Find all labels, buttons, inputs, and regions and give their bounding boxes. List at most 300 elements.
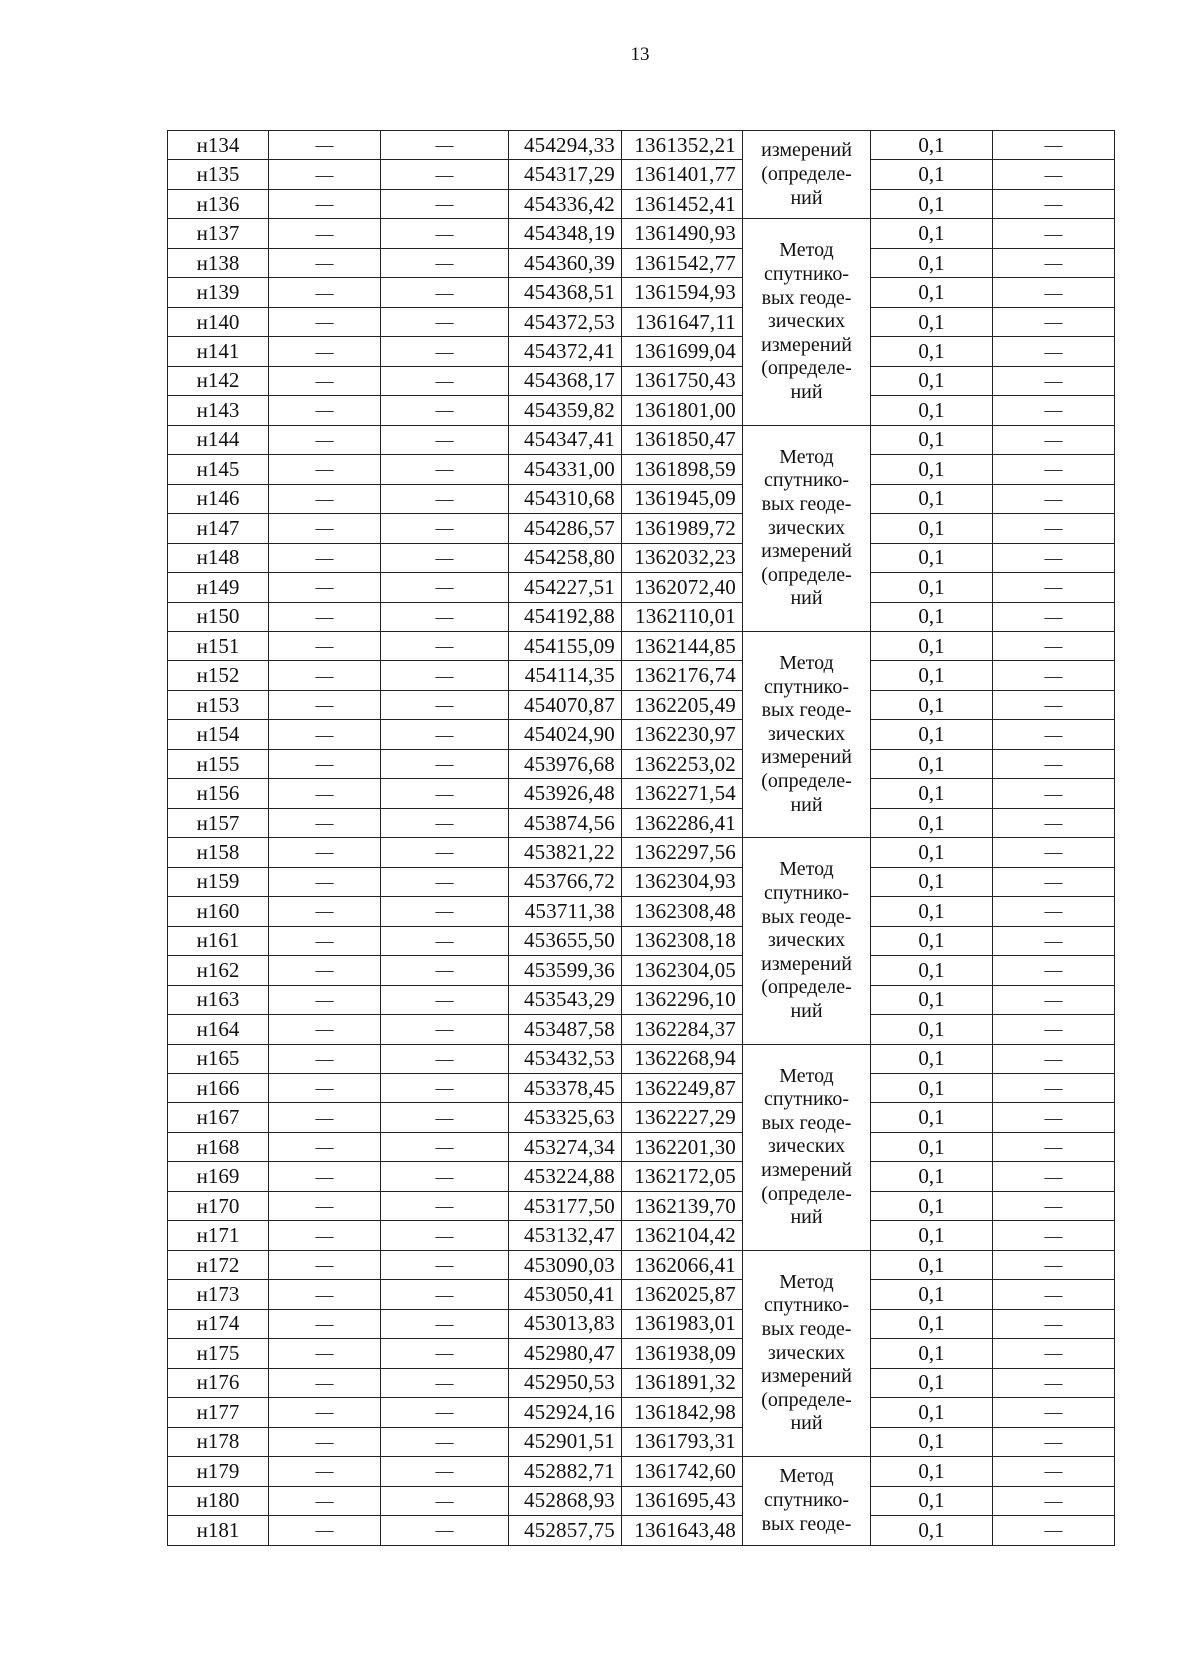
value-dash-cell: — (381, 1162, 509, 1191)
value-dash-cell: — (381, 131, 509, 160)
method-text-line: (определе- (761, 1182, 852, 1205)
table-row (168, 749, 1115, 778)
value-dash-cell: — (381, 1486, 509, 1515)
accuracy-cell: 0,1 (871, 867, 993, 896)
x-coordinate-cell: 454359,82 (509, 396, 622, 425)
value-dash-cell: — (269, 690, 381, 719)
value-dash-cell: — (381, 720, 509, 749)
method-text-line: ний (790, 793, 823, 816)
last-dash-cell: — (993, 514, 1115, 543)
value-dash-cell: — (381, 307, 509, 336)
x-coordinate-cell: 454360,39 (509, 248, 622, 277)
accuracy-cell: 0,1 (871, 779, 993, 808)
value-dash-cell: — (269, 808, 381, 837)
point-name-cell: н161 (168, 926, 269, 955)
value-dash-cell: — (269, 1250, 381, 1279)
accuracy-cell: 0,1 (871, 189, 993, 218)
last-dash-cell: — (993, 1250, 1115, 1279)
accuracy-cell: 0,1 (871, 1015, 993, 1044)
y-coordinate-cell: 1362286,41 (622, 808, 743, 837)
point-name-cell: н160 (168, 897, 269, 926)
value-dash-cell: — (381, 514, 509, 543)
table-row (168, 1074, 1115, 1103)
value-dash-cell: — (381, 897, 509, 926)
x-coordinate-cell: 453926,48 (509, 779, 622, 808)
accuracy-cell: 0,1 (871, 1516, 993, 1545)
value-dash-cell: — (269, 661, 381, 690)
y-coordinate-cell: 1361542,77 (622, 248, 743, 277)
value-dash-cell: — (381, 543, 509, 572)
table-row (168, 720, 1115, 749)
table-row (168, 189, 1115, 218)
value-dash-cell: — (269, 897, 381, 926)
value-dash-cell: — (269, 337, 381, 366)
method-text-line: измерений (761, 746, 852, 769)
method-text-line: ний (790, 999, 823, 1022)
value-dash-cell: — (381, 484, 509, 513)
method-text-line: Метод (779, 1270, 834, 1293)
value-dash-cell: — (269, 425, 381, 454)
y-coordinate-cell: 1361938,09 (622, 1339, 743, 1368)
table-row (168, 1015, 1115, 1044)
method-text-line: спутнико- (763, 469, 850, 492)
table-row (168, 779, 1115, 808)
table-row (168, 573, 1115, 602)
y-coordinate-cell: 1362308,48 (622, 897, 743, 926)
last-dash-cell: — (993, 219, 1115, 248)
last-dash-cell: — (993, 1132, 1115, 1161)
accuracy-cell: 0,1 (871, 1398, 993, 1427)
point-name-cell: н145 (168, 455, 269, 484)
last-dash-cell: — (993, 1457, 1115, 1486)
accuracy-cell: 0,1 (871, 1221, 993, 1250)
x-coordinate-cell: 453821,22 (509, 838, 622, 867)
value-dash-cell: — (269, 160, 381, 189)
value-dash-cell: — (269, 1339, 381, 1368)
method-text-line: вых геоде- (761, 1512, 852, 1535)
value-dash-cell: — (381, 1103, 509, 1132)
point-name-cell: н179 (168, 1457, 269, 1486)
accuracy-cell: 0,1 (871, 985, 993, 1014)
y-coordinate-cell: 1362201,30 (622, 1132, 743, 1161)
method-text-line: зических (767, 516, 846, 539)
x-coordinate-cell: 452868,93 (509, 1486, 622, 1515)
x-coordinate-cell: 453224,88 (509, 1162, 622, 1191)
value-dash-cell: — (269, 1103, 381, 1132)
point-name-cell: н136 (168, 189, 269, 218)
method-text-line: Метод (779, 1465, 834, 1488)
accuracy-cell: 0,1 (871, 1427, 993, 1456)
point-name-cell: н154 (168, 720, 269, 749)
method-text-line: вых геоде- (761, 1111, 852, 1134)
table-row (168, 1398, 1115, 1427)
value-dash-cell: — (269, 1398, 381, 1427)
value-dash-cell: — (381, 985, 509, 1014)
method-text-line: спутнико- (763, 1088, 850, 1111)
method-text-line: (определе- (761, 976, 852, 999)
last-dash-cell: — (993, 337, 1115, 366)
method-text-line: Метод (779, 1064, 834, 1087)
point-name-cell: н175 (168, 1339, 269, 1368)
table-row (168, 1457, 1115, 1486)
x-coordinate-cell: 454294,33 (509, 131, 622, 160)
method-text-line: Метод (779, 652, 834, 675)
method-cell (743, 219, 871, 425)
x-coordinate-cell: 452901,51 (509, 1427, 622, 1456)
accuracy-cell: 0,1 (871, 1486, 993, 1515)
table-row (168, 1250, 1115, 1279)
x-coordinate-cell: 454258,80 (509, 543, 622, 572)
y-coordinate-cell: 1362268,94 (622, 1044, 743, 1073)
value-dash-cell: — (269, 396, 381, 425)
point-name-cell: н147 (168, 514, 269, 543)
accuracy-cell: 0,1 (871, 248, 993, 277)
method-text-line: вых геоде- (761, 905, 852, 928)
accuracy-cell: 0,1 (871, 1309, 993, 1338)
last-dash-cell: — (993, 1044, 1115, 1073)
table-row (168, 1339, 1115, 1368)
method-cell (743, 131, 871, 219)
method-text-line: измерений (761, 1158, 852, 1181)
value-dash-cell: — (381, 425, 509, 454)
point-name-cell: н176 (168, 1368, 269, 1397)
value-dash-cell: — (269, 926, 381, 955)
y-coordinate-cell: 1362227,29 (622, 1103, 743, 1132)
last-dash-cell: — (993, 720, 1115, 749)
point-name-cell: н177 (168, 1398, 269, 1427)
accuracy-cell: 0,1 (871, 749, 993, 778)
method-text-line: измерений (761, 1365, 852, 1388)
table-row (168, 1516, 1115, 1545)
value-dash-cell: — (269, 1074, 381, 1103)
accuracy-cell: 0,1 (871, 808, 993, 837)
accuracy-cell: 0,1 (871, 396, 993, 425)
value-dash-cell: — (381, 602, 509, 631)
y-coordinate-cell: 1361594,93 (622, 278, 743, 307)
value-dash-cell: — (269, 1015, 381, 1044)
value-dash-cell: — (381, 1457, 509, 1486)
value-dash-cell: — (381, 1250, 509, 1279)
table-row (168, 484, 1115, 513)
table-row (168, 425, 1115, 454)
value-dash-cell: — (381, 661, 509, 690)
method-cell (743, 631, 871, 837)
x-coordinate-cell: 454368,51 (509, 278, 622, 307)
method-text-line: Метод (779, 445, 834, 468)
last-dash-cell: — (993, 1516, 1115, 1545)
last-dash-cell: — (993, 1103, 1115, 1132)
y-coordinate-cell: 1361695,43 (622, 1486, 743, 1515)
y-coordinate-cell: 1361891,32 (622, 1368, 743, 1397)
value-dash-cell: — (381, 1074, 509, 1103)
value-dash-cell: — (269, 867, 381, 896)
value-dash-cell: — (269, 307, 381, 336)
x-coordinate-cell: 454227,51 (509, 573, 622, 602)
method-text-line: (определе- (761, 563, 852, 586)
last-dash-cell: — (993, 1280, 1115, 1309)
last-dash-cell: — (993, 455, 1115, 484)
x-coordinate-cell: 453432,53 (509, 1044, 622, 1073)
x-coordinate-cell: 454368,17 (509, 366, 622, 395)
table-row (168, 1486, 1115, 1515)
value-dash-cell: — (269, 1280, 381, 1309)
table-row (168, 1162, 1115, 1191)
method-cell (743, 1457, 871, 1545)
value-dash-cell: — (381, 160, 509, 189)
point-name-cell: н157 (168, 808, 269, 837)
value-dash-cell: — (269, 1044, 381, 1073)
point-name-cell: н170 (168, 1191, 269, 1220)
x-coordinate-cell: 454286,57 (509, 514, 622, 543)
table-row (168, 897, 1115, 926)
x-coordinate-cell: 453655,50 (509, 926, 622, 955)
last-dash-cell: — (993, 189, 1115, 218)
x-coordinate-cell: 453378,45 (509, 1074, 622, 1103)
value-dash-cell: — (269, 514, 381, 543)
y-coordinate-cell: 1362144,85 (622, 631, 743, 660)
y-coordinate-cell: 1361742,60 (622, 1457, 743, 1486)
accuracy-cell: 0,1 (871, 278, 993, 307)
accuracy-cell: 0,1 (871, 1044, 993, 1073)
last-dash-cell: — (993, 779, 1115, 808)
table-row (168, 1427, 1115, 1456)
method-text-line: измерений (761, 540, 852, 563)
accuracy-cell: 0,1 (871, 1132, 993, 1161)
value-dash-cell: — (381, 1132, 509, 1161)
point-name-cell: н173 (168, 1280, 269, 1309)
value-dash-cell: — (381, 779, 509, 808)
value-dash-cell: — (269, 631, 381, 660)
value-dash-cell: — (381, 1044, 509, 1073)
y-coordinate-cell: 1361801,00 (622, 396, 743, 425)
table-row (168, 956, 1115, 985)
x-coordinate-cell: 452882,71 (509, 1457, 622, 1486)
y-coordinate-cell: 1361490,93 (622, 219, 743, 248)
y-coordinate-cell: 1362205,49 (622, 690, 743, 719)
y-coordinate-cell: 1361945,09 (622, 484, 743, 513)
table-row (168, 1368, 1115, 1397)
last-dash-cell: — (993, 1162, 1115, 1191)
y-coordinate-cell: 1362230,97 (622, 720, 743, 749)
table-row (168, 808, 1115, 837)
method-text-line: вых геоде- (761, 699, 852, 722)
point-name-cell: н174 (168, 1309, 269, 1338)
table-row (168, 690, 1115, 719)
value-dash-cell: — (269, 749, 381, 778)
method-text-line: ний (790, 1412, 823, 1435)
x-coordinate-cell: 453543,29 (509, 985, 622, 1014)
value-dash-cell: — (381, 1368, 509, 1397)
point-name-cell: н149 (168, 573, 269, 602)
last-dash-cell: — (993, 1015, 1115, 1044)
page-number: 13 (630, 44, 650, 65)
last-dash-cell: — (993, 1398, 1115, 1427)
table-row (168, 396, 1115, 425)
table-row (168, 248, 1115, 277)
last-dash-cell: — (993, 956, 1115, 985)
method-cell (743, 838, 871, 1044)
x-coordinate-cell: 453090,03 (509, 1250, 622, 1279)
point-name-cell: н155 (168, 749, 269, 778)
point-name-cell: н150 (168, 602, 269, 631)
accuracy-cell: 0,1 (871, 425, 993, 454)
value-dash-cell: — (269, 573, 381, 602)
accuracy-cell: 0,1 (871, 602, 993, 631)
value-dash-cell: — (269, 1457, 381, 1486)
method-text-line: ний (790, 381, 823, 404)
y-coordinate-cell: 1361750,43 (622, 366, 743, 395)
last-dash-cell: — (993, 484, 1115, 513)
accuracy-cell: 0,1 (871, 1457, 993, 1486)
table-row (168, 278, 1115, 307)
method-cell (743, 1250, 871, 1456)
accuracy-cell: 0,1 (871, 1250, 993, 1279)
point-name-cell: н158 (168, 838, 269, 867)
x-coordinate-cell: 453711,38 (509, 897, 622, 926)
value-dash-cell: — (381, 219, 509, 248)
point-name-cell: н148 (168, 543, 269, 572)
point-name-cell: н141 (168, 337, 269, 366)
table-row (168, 602, 1115, 631)
accuracy-cell: 0,1 (871, 1074, 993, 1103)
x-coordinate-cell: 454155,09 (509, 631, 622, 660)
last-dash-cell: — (993, 631, 1115, 660)
x-coordinate-cell: 453599,36 (509, 956, 622, 985)
x-coordinate-cell: 453132,47 (509, 1221, 622, 1250)
value-dash-cell: — (381, 1191, 509, 1220)
x-coordinate-cell: 452924,16 (509, 1398, 622, 1427)
last-dash-cell: — (993, 602, 1115, 631)
last-dash-cell: — (993, 897, 1115, 926)
accuracy-cell: 0,1 (871, 1280, 993, 1309)
accuracy-cell: 0,1 (871, 1162, 993, 1191)
method-text-line: измерений (761, 952, 852, 975)
table-row (168, 160, 1115, 189)
accuracy-cell: 0,1 (871, 366, 993, 395)
value-dash-cell: — (381, 808, 509, 837)
table-row (168, 219, 1115, 248)
value-dash-cell: — (381, 455, 509, 484)
value-dash-cell: — (269, 602, 381, 631)
last-dash-cell: — (993, 278, 1115, 307)
accuracy-cell: 0,1 (871, 1103, 993, 1132)
value-dash-cell: — (269, 366, 381, 395)
value-dash-cell: — (381, 1339, 509, 1368)
table-row (168, 1309, 1115, 1338)
last-dash-cell: — (993, 808, 1115, 837)
point-name-cell: н138 (168, 248, 269, 277)
accuracy-cell: 0,1 (871, 219, 993, 248)
y-coordinate-cell: 1361699,04 (622, 337, 743, 366)
accuracy-cell: 0,1 (871, 956, 993, 985)
last-dash-cell: — (993, 1368, 1115, 1397)
method-text-line: (определе- (761, 357, 852, 380)
method-cell (743, 1044, 871, 1250)
last-dash-cell: — (993, 160, 1115, 189)
x-coordinate-cell: 454317,29 (509, 160, 622, 189)
x-coordinate-cell: 454114,35 (509, 661, 622, 690)
method-text-line: (определе- (761, 162, 852, 185)
value-dash-cell: — (269, 1191, 381, 1220)
last-dash-cell: — (993, 661, 1115, 690)
x-coordinate-cell: 453325,63 (509, 1103, 622, 1132)
point-name-cell: н163 (168, 985, 269, 1014)
accuracy-cell: 0,1 (871, 455, 993, 484)
last-dash-cell: — (993, 1486, 1115, 1515)
value-dash-cell: — (269, 720, 381, 749)
last-dash-cell: — (993, 248, 1115, 277)
table-row (168, 307, 1115, 336)
method-text-line: ний (790, 186, 823, 209)
last-dash-cell: — (993, 1309, 1115, 1338)
last-dash-cell: — (993, 1074, 1115, 1103)
method-text-line: зических (767, 929, 846, 952)
last-dash-cell: — (993, 1339, 1115, 1368)
method-text-line: спутнико- (763, 675, 850, 698)
x-coordinate-cell: 454310,68 (509, 484, 622, 513)
y-coordinate-cell: 1362308,18 (622, 926, 743, 955)
coordinates-table (167, 130, 1115, 1546)
value-dash-cell: — (269, 1516, 381, 1545)
point-name-cell: н140 (168, 307, 269, 336)
value-dash-cell: — (381, 956, 509, 985)
point-name-cell: н181 (168, 1516, 269, 1545)
value-dash-cell: — (269, 1427, 381, 1456)
table-body (168, 131, 1115, 1546)
point-name-cell: н146 (168, 484, 269, 513)
accuracy-cell: 0,1 (871, 1339, 993, 1368)
point-name-cell: н171 (168, 1221, 269, 1250)
value-dash-cell: — (269, 1221, 381, 1250)
method-text-line: зических (767, 1341, 846, 1364)
table-row (168, 926, 1115, 955)
last-dash-cell: — (993, 543, 1115, 572)
last-dash-cell: — (993, 425, 1115, 454)
point-name-cell: н135 (168, 160, 269, 189)
x-coordinate-cell: 453274,34 (509, 1132, 622, 1161)
table-row (168, 631, 1115, 660)
y-coordinate-cell: 1361898,59 (622, 455, 743, 484)
method-text-line: Метод (779, 239, 834, 262)
y-coordinate-cell: 1362271,54 (622, 779, 743, 808)
point-name-cell: н168 (168, 1132, 269, 1161)
method-text-line: (определе- (761, 1388, 852, 1411)
point-name-cell: н172 (168, 1250, 269, 1279)
table-row (168, 1044, 1115, 1073)
table-row (168, 661, 1115, 690)
point-name-cell: н167 (168, 1103, 269, 1132)
point-name-cell: н134 (168, 131, 269, 160)
method-text-line: измерений (761, 333, 852, 356)
accuracy-cell: 0,1 (871, 661, 993, 690)
accuracy-cell: 0,1 (871, 307, 993, 336)
value-dash-cell: — (381, 631, 509, 660)
x-coordinate-cell: 452857,75 (509, 1516, 622, 1545)
x-coordinate-cell: 454192,88 (509, 602, 622, 631)
method-text-line: спутнико- (763, 263, 850, 286)
y-coordinate-cell: 1362172,05 (622, 1162, 743, 1191)
last-dash-cell: — (993, 396, 1115, 425)
x-coordinate-cell: 453487,58 (509, 1015, 622, 1044)
accuracy-cell: 0,1 (871, 838, 993, 867)
point-name-cell: н156 (168, 779, 269, 808)
y-coordinate-cell: 1361647,11 (622, 307, 743, 336)
y-coordinate-cell: 1361983,01 (622, 1309, 743, 1338)
table-row (168, 1103, 1115, 1132)
point-name-cell: н139 (168, 278, 269, 307)
value-dash-cell: — (381, 749, 509, 778)
value-dash-cell: — (381, 337, 509, 366)
